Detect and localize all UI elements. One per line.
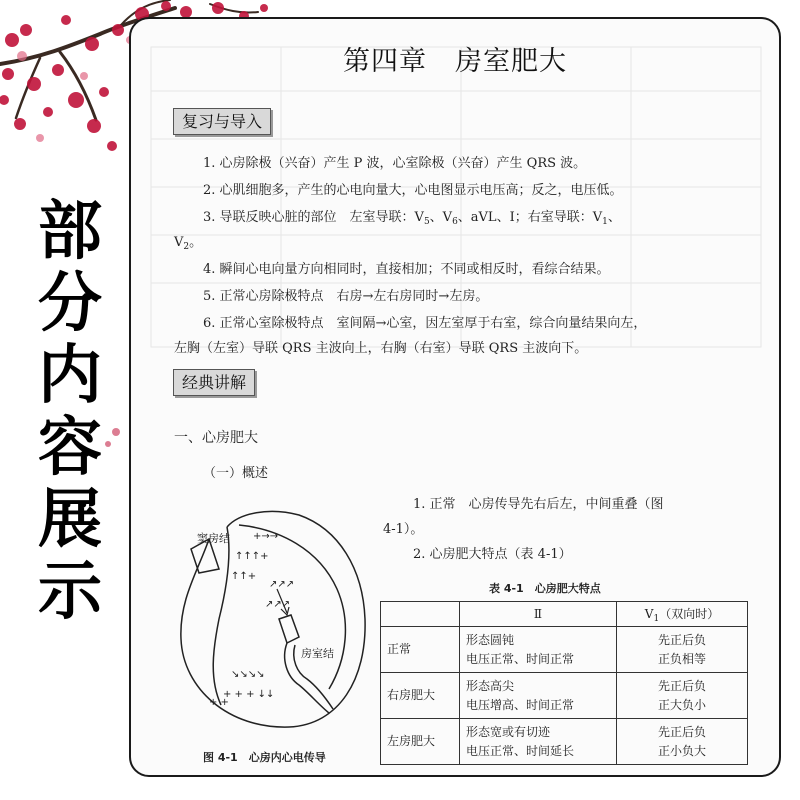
cell-line: 电压正常、时间延长	[466, 743, 575, 758]
side-title	[28, 196, 112, 628]
table-cell-lead-v1	[617, 627, 748, 673]
table-cell-lead-v1	[617, 673, 748, 719]
review-item: 2. 心肌细胞多，产生的心电向量大，心电图显示电压高；反之，电压低。	[203, 183, 623, 198]
review-item-3a: 3. 导联反映心脏的部位 左室导联：V	[203, 210, 424, 225]
cell-line: 正负相等	[657, 651, 706, 666]
cell-line: 先正后负	[657, 724, 706, 739]
subscript: 2	[183, 242, 190, 252]
section-tag-lecture: 经典讲解	[173, 369, 255, 396]
figure-label-av-node: 房室结	[301, 647, 334, 660]
table-cell-lead-v1	[617, 719, 748, 765]
side-title-char: 内	[38, 339, 102, 413]
svg-text:↘↘↘↘: ↘↘↘↘	[231, 669, 265, 680]
cell-line: 先正后负	[657, 678, 706, 693]
table-row	[381, 673, 748, 719]
table-cell-condition: 右房肥大	[381, 673, 460, 719]
review-item-continued: 左胸（左室）导联 QRS 主波向上，右胸（右室）导联 QRS 主波向下。	[174, 341, 588, 356]
table-header-row	[381, 602, 748, 627]
svg-text:+ + + ↓↓: + + + ↓↓	[223, 689, 275, 700]
table-header-cell	[617, 602, 748, 627]
table-row	[381, 719, 748, 765]
cell-line: 形态宽或有切迹	[466, 724, 551, 739]
subscript: 1	[653, 613, 660, 624]
figure-caption: 图 4-1 心房内心电传导	[203, 751, 326, 764]
review-item	[203, 206, 621, 227]
section-heading: 一、心房肥大	[174, 430, 258, 446]
cell-line: 电压正常、时间正常	[466, 651, 575, 666]
review-item-3d: 、	[607, 210, 621, 225]
review-item-3b: 、V	[429, 210, 453, 225]
cell-line: 正大负小	[657, 697, 706, 712]
svg-text:↑↑+: ↑↑+	[231, 571, 257, 582]
side-title-char: 部	[38, 195, 102, 269]
review-item: 6. 正常心室除极特点 室间隔→心室，因左室厚于右室，综合向量结果向左，	[203, 316, 647, 331]
review-item: 5. 正常心房除极特点 右房→左右房同时→左房。	[203, 289, 489, 304]
figure-label-sinoatrial: 窦房结	[197, 532, 230, 545]
side-title-char: 示	[38, 555, 102, 629]
review-item-3e: V	[174, 235, 184, 250]
lecture-paragraph-continued: 4-1）。	[383, 522, 424, 537]
cell-line: 先正后负	[657, 632, 706, 647]
table-cell-lead-ii	[460, 627, 617, 673]
cell-line: 电压增高、时间正常	[466, 697, 575, 712]
svg-text:+ +: + +	[209, 697, 229, 708]
table-cell-condition: 正常	[381, 627, 460, 673]
header-v: V	[644, 606, 654, 621]
cell-line: 正小负大	[657, 743, 706, 758]
subscript: 6	[452, 217, 458, 227]
table-cell-lead-ii	[460, 719, 617, 765]
review-item: 4. 瞬间心电向量方向相同时，直接相加；不同或相反时，看综合结果。	[203, 262, 610, 277]
review-item: 1. 心房除极（兴奋）产生 P 波，心室除极（兴奋）产生 QRS 波。	[203, 156, 587, 171]
section-tag-review: 复习与导入	[173, 108, 271, 135]
subscript: 5	[423, 217, 430, 227]
table-row	[381, 627, 748, 673]
review-item-3f: 。	[189, 235, 203, 250]
table-header-cell	[381, 602, 460, 627]
side-title-char: 分	[38, 267, 102, 341]
lecture-paragraph: 2. 心房肥大特点（表 4-1）	[413, 547, 572, 562]
svg-text:+→→: +→→	[253, 531, 279, 542]
atrial-hypertrophy-table	[380, 601, 748, 765]
svg-text:↗↗↗: ↗↗↗	[265, 599, 291, 610]
header-biphasic: （双向时）	[659, 606, 720, 621]
cell-line: 形态高尖	[466, 678, 515, 693]
chapter-title: 第四章 房室肥大	[343, 46, 567, 77]
review-item-3c: 、aVL、Ⅰ；右室导联：V	[457, 210, 603, 225]
lecture-paragraph: 1. 正常 心房传导先右后左，中间重叠（图	[413, 497, 664, 512]
table-cell-lead-ii	[460, 673, 617, 719]
svg-text:↗↗↗: ↗↗↗	[269, 579, 295, 590]
side-title-char: 展	[38, 483, 102, 557]
table-cell-condition: 左房肥大	[381, 719, 460, 765]
subsection-heading: （一）概述	[203, 466, 269, 481]
review-item-continued	[174, 231, 202, 252]
subscript: 1	[602, 217, 608, 227]
book-page	[129, 17, 781, 777]
svg-text:↑↑↑+: ↑↑↑+	[235, 551, 269, 562]
side-title-char: 容	[38, 411, 102, 485]
cell-line: 形态圆钝	[466, 632, 515, 647]
table-header-cell: Ⅱ	[460, 602, 617, 627]
table-caption: 表 4-1 心房肥大特点	[489, 582, 601, 595]
